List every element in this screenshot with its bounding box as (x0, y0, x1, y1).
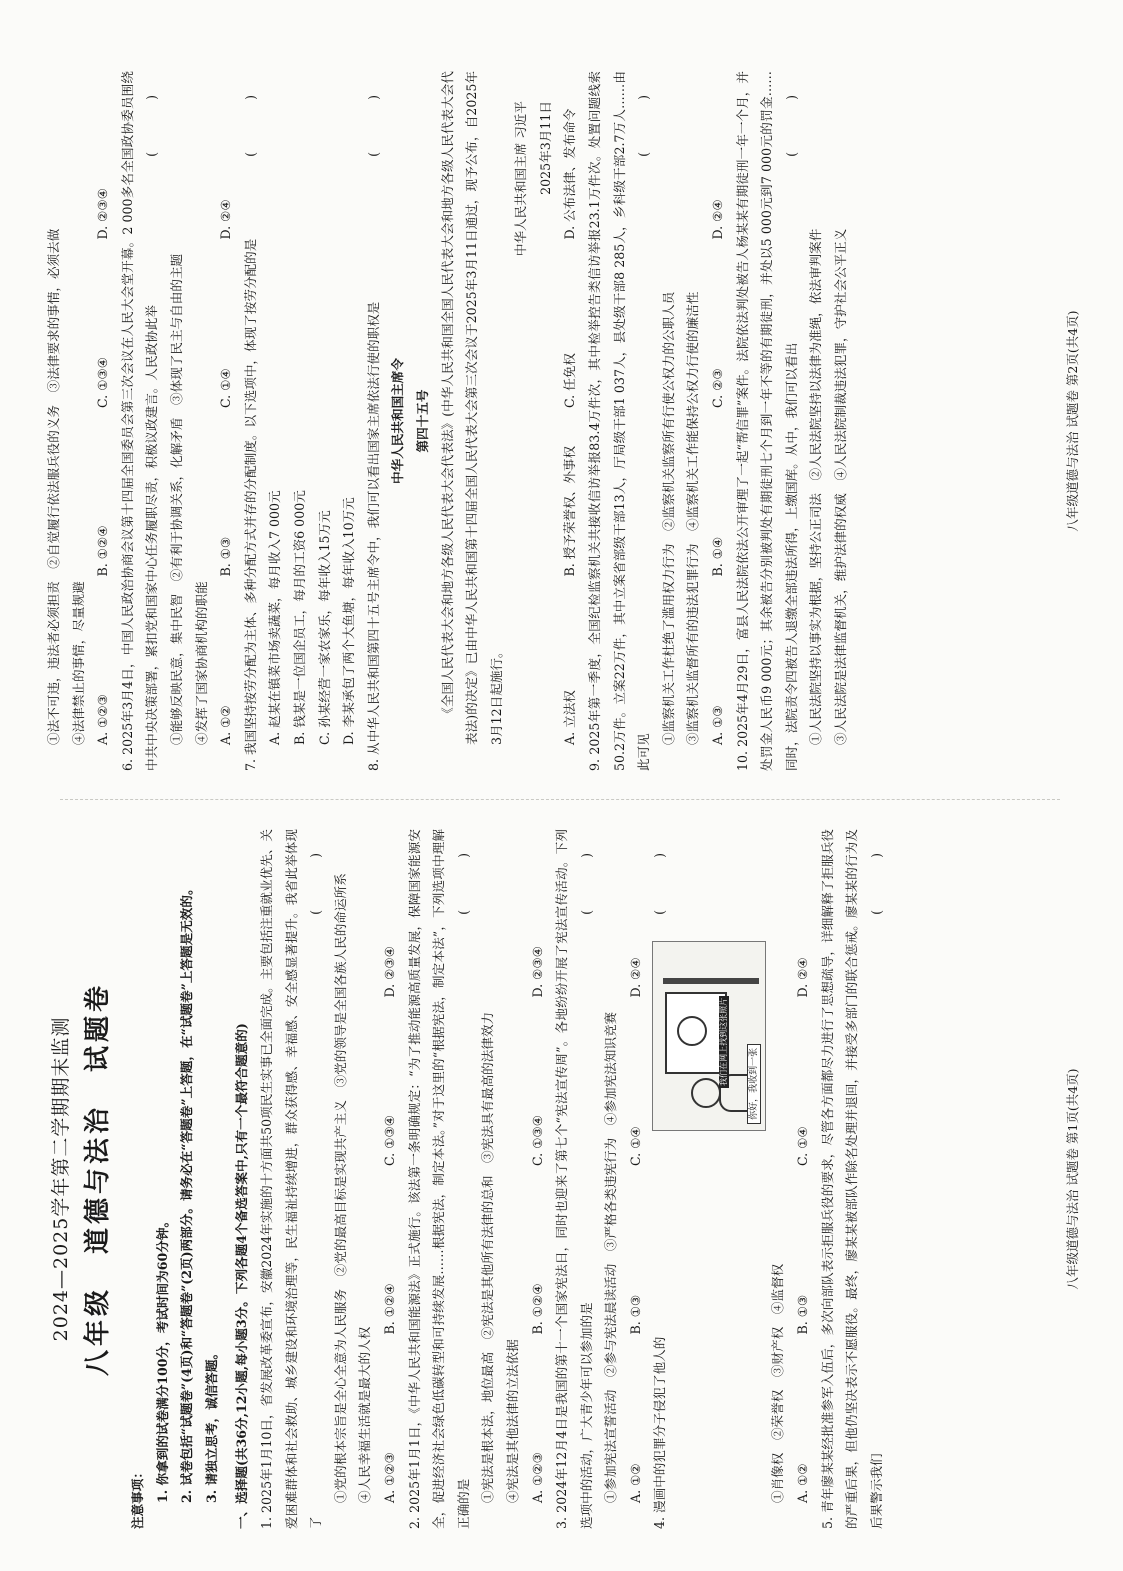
comic-illustration (652, 941, 766, 1131)
question-9 (583, 71, 657, 771)
option-b[interactable]: B. ①②④ (381, 1283, 397, 1335)
exam-title: 2024—2025学年第二学期期末监测 (50, 1016, 72, 1342)
statement: ③人民法院是法律监督机关，维护法律的权威 ④人民法院制裁违法犯罪，守护社会公平正义 (833, 228, 848, 745)
face-icon (677, 1016, 707, 1046)
decree-signature: 中华人民共和国主席 习近平 (513, 101, 529, 257)
question-stem: 8. 从中华人民共和国第四十五号主席令中，我们可以看出国家主席依法行使的职权是 (365, 301, 381, 771)
option-d[interactable]: D. ②④ (710, 199, 726, 240)
statement: ①监察机关工作杜绝了滥用权力行为 ②监察机关监察所有行使公权力的公职人员 (660, 291, 676, 745)
option-a[interactable]: A. ①②③ (381, 1452, 397, 1503)
page-2 (42, 71, 1082, 771)
statement: ③监察机关监督所有的违法犯罪行为 ④监察机关工作能保持公权力行使的廉洁性 (685, 291, 701, 745)
answer-paren: ( ) (868, 829, 884, 915)
option-c[interactable]: C. ②③ (710, 368, 726, 408)
option-b[interactable]: B. ①④ (710, 536, 726, 577)
option-a[interactable]: A. ①② (627, 1463, 643, 1503)
option-d[interactable]: D. 公布法律、发布命令 (562, 108, 578, 240)
statement: ①肖像权 ②荣誉权 ③财产权 ④监督权 (770, 1263, 786, 1503)
question-stem: 4. 漫画中的犯罪分子侵犯了他人的 (652, 1336, 668, 1529)
page-footer: 八年级道德与法治 试题卷 第1页(共4页) (1065, 1068, 1081, 1290)
statement: ①人民法院坚持以事实为根据，坚持公正司法 ②人民法院坚持以法律为准绳，依法审判案件 (808, 228, 824, 745)
page-footer: 八年级道德与法治 试题卷 第2页(共4页) (1065, 310, 1081, 532)
subtitle-grade: 八年级 (83, 1286, 113, 1377)
option-c[interactable]: C. 任免权 (562, 353, 578, 408)
answer-paren: ( ) (578, 829, 594, 915)
option-a[interactable]: A. ①②③ (529, 1452, 545, 1503)
notice-item: 2. 试卷包括“试题卷”(4页)和“答题卷”(2页)两部分。请务必在“答题卷”上答题，在“试题卷”上答题是无效的。 (179, 882, 195, 1503)
options-row (214, 71, 239, 771)
question-stem: 2. 2025年1月1日，《中华人民共和国能源法》正式施行。该法第一条明确规定：“为了推动能源高质量发展，保障国家能源安全，促进经济社会绿色低碳转型和可持续发展……根据宪法，制定本法。”对于这里的“根据宪法，制定本法”，下列选项中理解正确的是 (406, 829, 471, 1529)
answer-paren: ( ) (365, 71, 381, 157)
notice-item: 1. 你拿到的试卷满分100分，考试时间为60分钟。 (154, 1214, 170, 1503)
option-d[interactable]: D. ②③④ (95, 187, 111, 240)
answer-paren: ( ) (455, 829, 471, 915)
option-d[interactable]: D. ②④ (795, 957, 811, 998)
question-6 (116, 71, 165, 771)
statement: ①参加宪法宣誓活动 ②参与宪法晨读活动 ③严格各类违宪行为 ④参加宪法知识竞赛 (603, 1011, 619, 1503)
option-a[interactable]: A. 立法权 (562, 690, 578, 745)
question-10 (731, 71, 805, 771)
comic-board-text: 我们在网上找到这张照片 (719, 997, 729, 1086)
option-c[interactable]: C. ①③④ (95, 356, 111, 408)
section-heading: 一、选择题(共36分,12小题,每小题3分。下列各题4个备选答案中,只有一个最符合题意的) (234, 1023, 250, 1529)
question-stem: 10. 2025年4月29日，富县人民法院依法公开审理了一起“帮信罪”案件。法院依法判处被告人杨某某有期徒刑一年一个月，并处罚金人民币9 000元；其余被告分别被判处有期徒刑七个月到一年不等的有期徒刑，并处以5 000元到7 000元的罚金……同时，法院责令四被告人退缴全部违法所得，上缴国库。从中，我们可以看出 (734, 71, 799, 771)
answer-paren: ( ) (242, 71, 258, 157)
signpost-icon (663, 978, 759, 984)
statement: ④人民幸福生活就是最大的人权 (357, 1326, 373, 1503)
page-divider (60, 799, 1060, 800)
question-8 (362, 71, 387, 771)
question-stem: 5. 青年廖某某经批准参军入伍后，多次向部队表示拒服兵役的要求，尽管各方面都尽力进行了思想疏导，详细解释了拒服兵役的严重后果，但他仍坚决表示不愿服役。最终，廖某某被部队作除名处理并退回，并接受多部门的联合惩戒。廖某某的行为及后果警示我们 (819, 829, 884, 1529)
answer-paren: ( ) (308, 829, 324, 915)
statement: ④发挥了国家协商机构的职能 (193, 581, 209, 745)
decree-date: 2025年3月11日 (537, 101, 553, 195)
option-d[interactable]: D. ②④ (218, 199, 234, 240)
option-a[interactable]: A. ①③ (710, 705, 726, 745)
question-4 (648, 829, 766, 1529)
statement: ④法律禁止的事情，尽量规避 (70, 581, 86, 745)
answer-paren: ( ) (652, 829, 668, 915)
option-a[interactable]: A. ①② (795, 1463, 811, 1503)
question-stem: 9. 2025年第一季度，全国纪检监察机关共接收信访举报83.4万件次，其中检举控告类信访举报23.1万件次。处置问题线索50.2万件。立案22万件，其中立案省部级干部13人，厅局级干部1 037人，县处级干部8 285人，乡科级干部2.7万人……由此可见 (587, 71, 652, 771)
options-row (706, 71, 731, 771)
subtitle-type: 试题卷 (83, 981, 113, 1072)
option-b[interactable]: B. ①③ (218, 536, 234, 577)
option-a[interactable]: A. 赵某在镇菜市场卖蔬菜，每月收入7 000元 (267, 490, 283, 745)
option-c[interactable]: C. ①④ (795, 1126, 811, 1166)
notice-heading: 注意事项： (130, 1466, 145, 1529)
question-stem: 1. 2025年1月10日，省发展改革委宣布，安徽2024年实施的十方面共50项民生实事已全面完成。主要包括注重就业优先、关爱困难群体和社会救助、城乡建设和环境治理等，民生福祉持续增进，群众获得感、幸福感、安全感显著提升。我省此举体现了 (258, 829, 324, 1529)
option-a[interactable]: A. ①②③ (95, 694, 111, 745)
option-b[interactable]: B. ①③ (795, 1294, 811, 1335)
statement: ①法不可违，违法者必须担责 ②自觉履行依法服兵役的义务 ③法律要求的事情，必须去做 (46, 228, 61, 745)
options-row (378, 829, 403, 1529)
option-d[interactable]: D. 李某承包了两个大鱼塘，每年收入10万元 (341, 497, 357, 745)
decree-body: 《全国人民代表大会和地方各级人民代表大会代表法》(中华人民共和国全国人民代表大会和地方各级人民代表大会代表法)的决定》已由中华人民共和国第十四届全国人民代表大会第三次会议于2025年3月11日通过，现予公布，自2025年3月12日起施行。 (439, 71, 504, 745)
question-3 (550, 829, 599, 1529)
options-row (91, 71, 116, 771)
options-row (624, 829, 649, 1529)
question-2 (403, 829, 477, 1529)
statement: ④宪法是其他法律的立法依据 (504, 1339, 520, 1503)
comic-caption: 你好，我收到一张 (747, 1044, 761, 1124)
decree-number: 第四十五号 (414, 389, 430, 453)
statement: ①能够反映民意，集中民智 ②有利于协调关系，化解矛盾 ③体现了民主与自由的主题 (168, 253, 184, 745)
option-d[interactable]: D. ②③④ (381, 945, 397, 998)
page-1 (42, 829, 1082, 1529)
option-c[interactable]: C. ①④ (627, 1126, 643, 1166)
question-7 (239, 71, 264, 771)
option-a[interactable]: A. ①② (218, 705, 234, 745)
answer-paren: ( ) (636, 71, 652, 157)
option-b[interactable]: B. ①②④ (529, 1283, 545, 1335)
options-row (526, 829, 551, 1529)
question-5 (816, 829, 890, 1529)
option-c[interactable]: C. ①③④ (529, 1114, 545, 1166)
question-stem: 6. 2025年3月4日，中国人民政治协商会议第十四届全国委员会第三次会议在人民大会堂开幕。2 000多名全国政协委员围绕中共中央决策部署，紧扣党和国家中心任务履职尽责，积极议政建言。人民政协此举 (119, 71, 160, 771)
exam-subtitle (76, 829, 120, 1529)
options-row (791, 829, 816, 1529)
option-b[interactable]: B. 授予荣誉权、外事权 (562, 445, 578, 577)
question-1 (255, 829, 329, 1529)
option-b[interactable]: B. ①②④ (95, 525, 111, 577)
option-b[interactable]: B. 钱某是一位国企员工，每月的工资6 000元 (291, 490, 307, 745)
answer-paren: ( ) (144, 71, 160, 157)
option-d[interactable]: D. ②③④ (529, 945, 545, 998)
notice-item: 3. 请独立思考，诚信答题。 (203, 1346, 219, 1503)
option-d[interactable]: D. ②④ (627, 957, 643, 998)
statement: ①党的根本宗旨是全心全意为人民服务 ②党的最高目标是实现共产主义 ③党的领导是全国各族人民的命运所系 (332, 873, 348, 1503)
option-b[interactable]: B. ①③ (627, 1294, 643, 1335)
option-c[interactable]: C. 孙某经营一家农家乐，每年收入15万元 (316, 510, 332, 745)
question-stem: 7. 我国坚持按劳分配为主体、多种分配方式并存的分配制度。以下选项中，体现了按劳分配的是 (242, 238, 258, 771)
decree-title: 中华人民共和国主席令 (390, 358, 406, 484)
option-c[interactable]: C. ①③④ (381, 1114, 397, 1166)
person-head-icon (691, 1078, 721, 1108)
question-stem: 3. 2024年12月4日是我国的第十一个国家宪法日，同时也迎来了第七个“宪法宣传周”。各地纷纷开展了宪法宣传活动。下列选项中的活动，广大青少年可以参加的是 (554, 829, 594, 1529)
option-c[interactable]: C. ①④ (218, 368, 234, 408)
answer-paren: ( ) (783, 71, 799, 157)
statement: ①宪法是根本法，地位最高 ②宪法是其他所有法律的总和 ③宪法具有最高的法律效力 (480, 1011, 496, 1503)
subtitle-subject: 道德与法治 (83, 1104, 113, 1255)
options-row (558, 71, 583, 771)
